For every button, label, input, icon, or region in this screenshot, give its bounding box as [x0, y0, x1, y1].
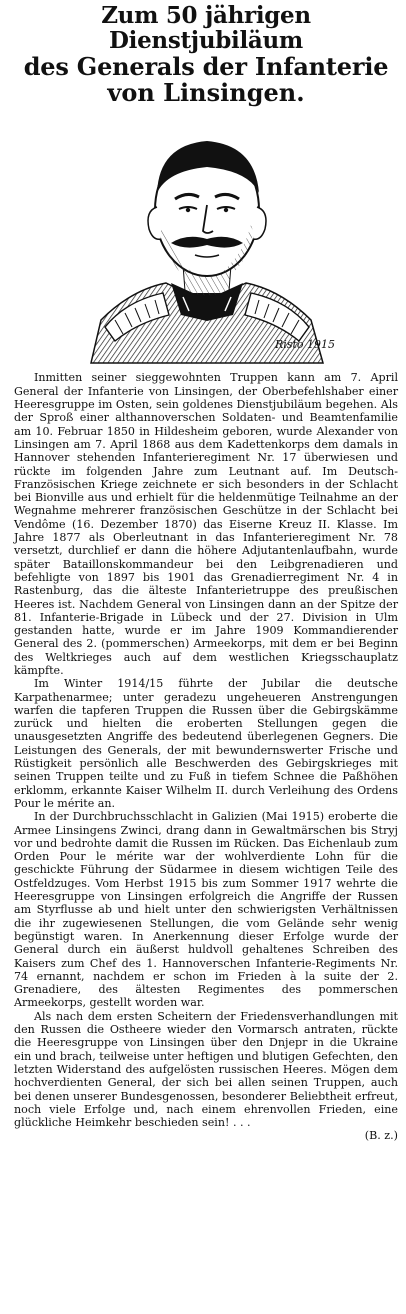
headline-line-3: von Linsingen. [107, 77, 305, 107]
article-body [14, 371, 398, 1129]
source-byline: (B. z.) [364, 1129, 398, 1143]
paragraph-4: Als nach dem ersten Scheitern der Friedensverhandlungen mit den Russen die Ostheere wieder den Vormarsch antraten, rückte die Heeresgruppe von Linsingen über den Dnjepr in die Ukraine ein und brach, teilweise unter heftigen und blutigen Gefechten, den letzten Widerstand des aufgelösten russischen Heeres. Mögen dem hochverdienten General, der sich bei allen seinen Truppen, auch bei denen unserer Bundesgenossen, besonderer Beliebtheit erfreut, noch viele Erfolge und, nach einem ehrenvollen Frieden, eine glückliche Heimkehr beschieden sein! . . . [14, 1009, 398, 1130]
paragraph-3: In der Durchbruchsschlacht in Galizien (Mai 1915) eroberte die Armee Linsingens Zwinci, drang dann in Gewaltmärschen bis Stryj vor und bedrohte damit die Russen im Rücken. Das Eichenlaub zum Orden Pour le mérite war der wohlverdiente Lohn für die geschickte Führung der Südarmee in diesem wichtigen Teile des Ostfeldzuges. Vom Herbst 1915 bis zum Sommer 1917 wehrte die Heeresgruppe von Linsingen erfolgreich die Angriffe der Russen am Styrflusse ab und hielt unter den schwierigsten Verhältnissen die ihr zugewiesenen Stellungen, die vom Gelände sehr wenig begünstigt waren. In Anerkennung dieser Erfolge wurde der General durch ein äußerst huldvoll gehaltenes Schreiben des Kaisers zum Chef des 1. Hannoverschen Infanterie-Regiments Nr. 74 ernannt, nachdem er schon im Frieden à la suite der 2. Grenadiere, des ältesten Regimentes des pommerschen Armeekorps, gestellt worden war. [14, 810, 398, 1010]
headline-line-2: des Generals der Infanterie [23, 51, 389, 81]
headline [14, 4, 398, 105]
paragraph-1: Inmitten seiner sieggewohnten Truppen kann am 7. April General der Infanterie von Linsingen, der Oberbefehlshaber einer Heeresgruppe im Osten, sein goldenes Dienstjubiläum begehen. Als der Sproß einer althannoverschen Soldaten- und Beamtenfamilie am 10. Februar 1850 in Hildesheim geboren, wurde Alexander von Linsingen am 7. April 1868 aus dem Kadettenkorps dem damals in Hannover stehenden Infanterieregiment Nr. 17 überwiesen und rückte im folgenden Jahre zum Leutnant auf. Im Deutsch-Französischen Kriege zeichnete er sich besonders in der Schlacht bei Bionville aus und erhielt für die heldenmütige Teilnahme an der Wegnahme mehrerer französischen Geschütze in der Schlacht bei Vendôme (16. Dezember 1870) das Eiserne Kreuz II. Klasse. Im Jahre 1877 als Oberleutnant in das Infanterieregiment Nr. 78 versetzt, durchlief er dann die höhere Adjutantenlaufbahn, wurde später Bataillonskommandeur bei den Leibgrenadieren und befehligte von 1897 bis 1901 das Grenadierregiment Nr. 4 in Rastenburg, das die älteste Infanterietruppe des preußischen Heeres ist. Nachdem General von Linsingen dann an der Spitze der 81. Infanterie-Brigade in Lübeck und der 27. Division in Ulm gestanden hatte, wurde er im Jahre 1909 Kommandierender General des 2. (pommerschen) Armeekorps, mit dem er bei Beginn des Weltkrieges auch auf dem westlichen Kriegsschauplatz kämpfte. [14, 371, 398, 677]
headline-line-1: Zum 50 jährigen Dienstjubiläum [101, 2, 311, 54]
general-portrait-drawing [71, 115, 341, 365]
artist-signature: Risto 1915 [275, 338, 335, 352]
portrait-illustration [71, 115, 341, 365]
paragraph-2: Im Winter 1914/15 führte der Jubilar die deutsche Karpathenarmee; unter geradezu ungeheueren Anstrengungen warfen die tapferen Truppen die Russen über die Gebirgskämme zurück und hielten die eroberten Stellungen gegen die unausgesetzten Angriffe des bedeutend überlegenen Gegners. Die Leistungen des Generals, der mit bewundernswerter Frische und Rüstigkeit persönlich alle Beschwerden des Gebirgskrieges mit seinen Truppen teilte und zu Fuß in tiefem Schnee die Paßhöhen erklomm, erkannte Kaiser Wilhelm II. durch Verleihung des Ordens Pour le mérite an. [14, 677, 398, 810]
